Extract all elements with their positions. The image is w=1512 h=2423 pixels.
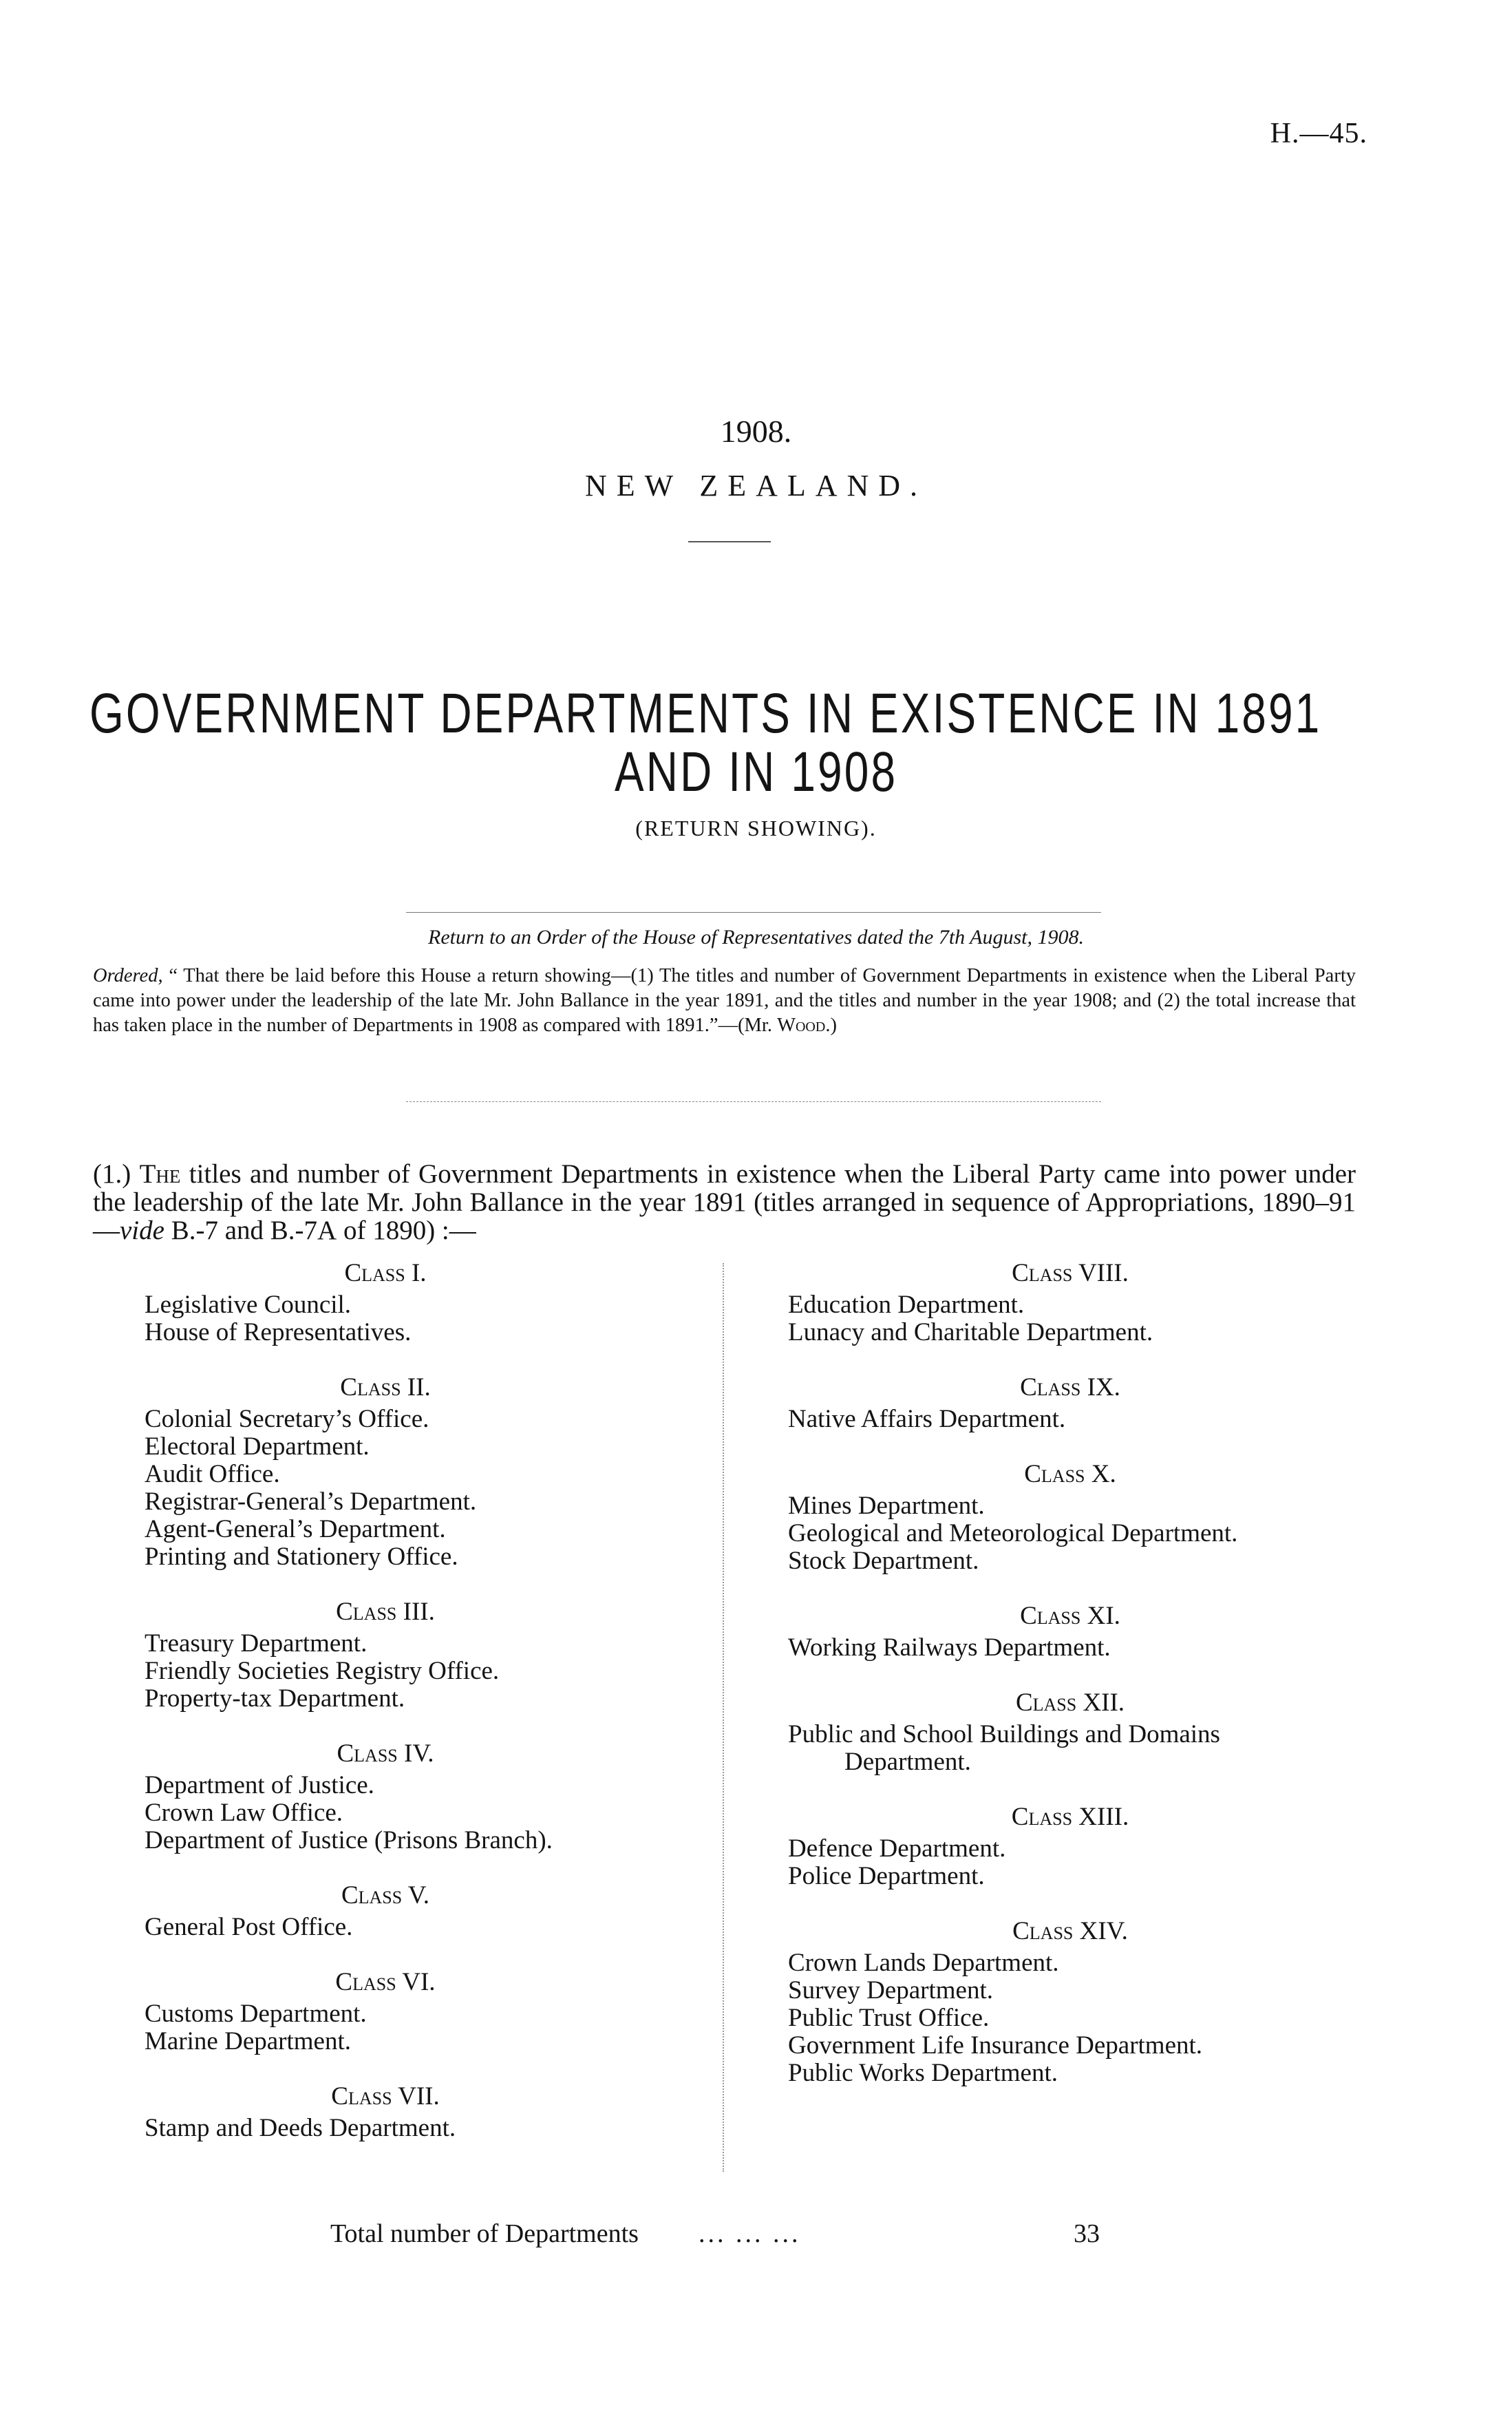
classes-right-column [788,1260,1359,2115]
classes-left-column [145,1260,716,2170]
class-block [145,1969,716,2055]
department-item: Native Affairs Department. [788,1405,1066,1433]
department-item: Crown Lands Department. [788,1949,1059,1977]
class-heading: Class V. [341,1881,430,1909]
intro-lead-word: The [139,1159,181,1189]
department-item: Stock Department. [788,1547,979,1575]
department-item: Survey Department. [788,1976,993,2004]
department-item: Public and School Buildings and Domains [788,1720,1220,1748]
class-heading: Class XIII. [1011,1803,1129,1831]
class-heading: Class IV. [337,1739,434,1768]
subtitle: (RETURN SHOWING). [635,816,877,840]
class-block [788,1918,1359,2087]
department-item: Friendly Societies Registry Office. [145,1657,500,1685]
department-item: Department of Justice (Prisons Branch). [145,1826,553,1854]
department-item: Government Life Insurance Department. [788,2031,1203,2060]
class-block [145,1740,716,1854]
intro-number: (1.) [93,1159,140,1189]
department-item: Defence Department. [788,1834,1006,1863]
department-item: Stamp and Deeds Department. [145,2114,456,2142]
order-lead: Ordered, [93,965,163,986]
department-item: Property-tax Department. [145,1684,405,1713]
total-value: 33 [1074,2219,1100,2248]
class-block [788,1689,1359,1776]
country-heading: NEW ZEALAND. [584,469,928,502]
class-heading: Class XIV. [1012,1917,1128,1945]
class-heading: Class II. [340,1373,431,1401]
total-label: Total number of Departments [330,2219,639,2248]
class-heading: Class XI. [1020,1602,1120,1630]
order-heading: Return to an Order of the House of Representatives dated the 7th August, 1908. [428,926,1084,949]
class-block [145,1598,716,1713]
class-block [145,1882,716,1941]
department-item: Treasury Department. [145,1629,368,1658]
rule-above-order [406,912,1101,913]
department-item: Public Works Department. [788,2059,1058,2087]
department-item: Mines Department. [788,1492,985,1520]
rule-below-order [406,1101,1101,1102]
intro-text-tail: of 1890) :— [337,1216,476,1245]
class-heading: Class VII. [331,2082,440,2110]
department-item: Customs Department. [145,2000,367,2028]
class-block [788,1602,1359,1662]
intro-vide: vide [120,1216,164,1245]
title-line-2-text: AND IN 1908 [614,741,898,803]
department-item: Department of Justice. [145,1771,374,1799]
class-heading: Class X. [1024,1460,1116,1488]
short-rule [688,541,771,542]
department-item: Registrar-General’s Department. [145,1488,477,1516]
department-item: Geological and Meteorological Department. [788,1519,1238,1547]
order-mover: Wood [777,1015,826,1036]
department-item: Education Department. [788,1291,1025,1319]
document-reference: H.—45. [1270,118,1367,149]
intro-paragraph [93,1160,1356,1245]
column-divider [723,1263,724,2172]
department-item: Working Railways Department. [788,1633,1111,1662]
title-line-1: GOVERNMENT DEPARTMENTS IN EXISTENCE IN 1891 [89,682,1322,745]
class-heading: Class VI. [335,1968,436,1996]
class-heading: Class VIII. [1012,1259,1129,1287]
intro-text-end: B.-7 and B.-7 [164,1216,318,1245]
class-block [145,1260,716,1346]
class-heading: Class I. [344,1259,427,1287]
intro-text: titles and number of Government Departments in existence when the Liberal Party came into power under the leadership of the late Mr. John Ballance in the year 1891 (titles arranged in sequence of Appropriations, 1890–91— [93,1159,1356,1245]
department-item: Agent-General’s Department. [145,1515,446,1543]
class-block [788,1803,1359,1890]
total-leader-dots: ... ... ... [699,2219,801,2248]
order-body-text: “ That there be laid before this House a return showing—(1) The titles and number of Government Departments in existence when the Liberal Party came into power under the leadership of the late Mr. John Ballance in the year 1891, and the titles and number in the year 1908; and (2) the total increase that has taken place in the number of Departments in 1908 as compared with 1891.”—(Mr. [93,965,1356,1036]
department-item: Lunacy and Charitable Department. [788,1318,1153,1346]
class-heading: Class IX. [1020,1373,1120,1401]
department-item: Police Department. [788,1862,985,1890]
class-block [788,1374,1359,1433]
department-item: Legislative Council. [145,1291,352,1319]
document-year: 1908. [720,414,792,449]
order-close: .) [825,1015,837,1036]
department-item: Department. [844,1748,971,1776]
department-item: Audit Office. [145,1460,280,1488]
department-item: Public Trust Office. [788,2004,990,2032]
department-item: Colonial Secretary’s Office. [145,1405,429,1433]
order-text [93,964,1356,1038]
class-heading: Class XII. [1015,1689,1125,1717]
department-item: General Post Office. [145,1913,353,1941]
department-item: Crown Law Office. [145,1799,343,1827]
department-item: Marine Department. [145,2027,351,2055]
class-block [788,1461,1359,1575]
department-item: Electoral Department. [145,1432,370,1461]
class-heading: Class III. [336,1598,435,1626]
title-line-2 [0,740,1512,805]
class-block [788,1260,1359,1346]
intro-suffix: A [317,1216,337,1245]
class-block [145,1374,716,1571]
class-block [145,2083,716,2142]
department-item: Printing and Stationery Office. [145,1543,458,1571]
department-item: House of Representatives. [145,1318,412,1346]
